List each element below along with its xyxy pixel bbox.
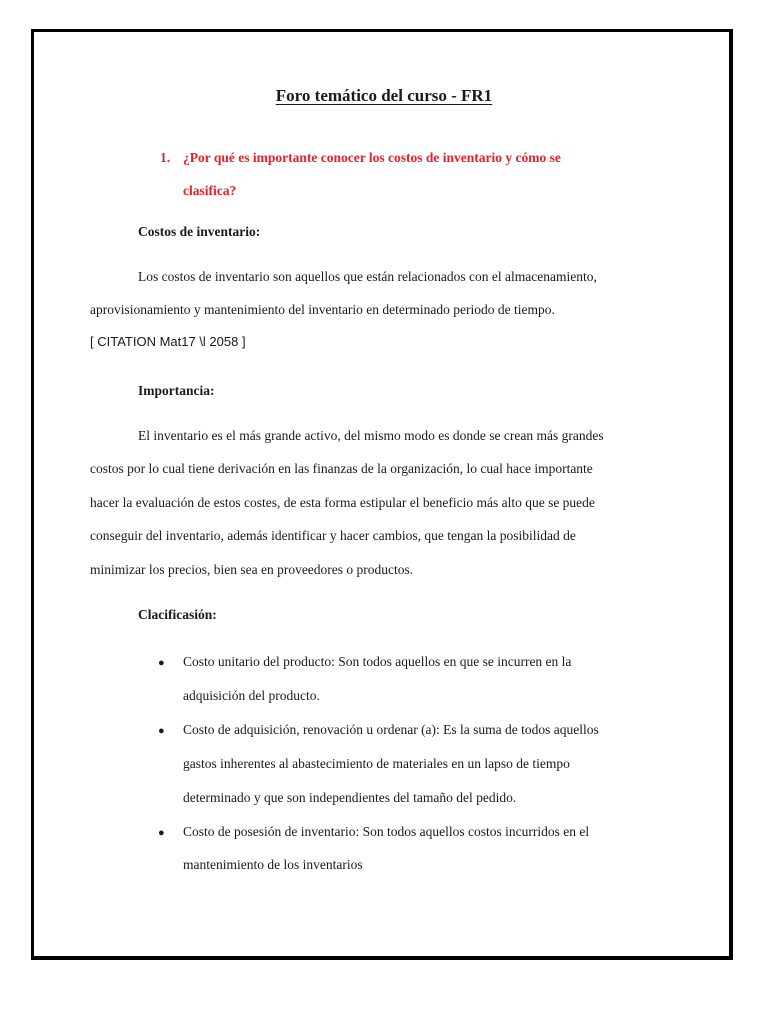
paragraph-line: costos por lo cual tiene derivación en las finanzas de la organización, lo cual hace importante xyxy=(90,461,593,476)
paragraph-line: minimizar los precios, bien sea en proveedores o productos. xyxy=(90,562,414,577)
heading-costos: Costos de inventario: xyxy=(138,224,261,239)
list-item-line: determinado y que son independientes del tamaño del pedido. xyxy=(183,790,517,805)
question-text-line: ¿Por qué es importante conocer los costos de inventario y cómo se xyxy=(183,150,561,165)
list-item-line: Costo de adquisición, renovación u ordenar (a): Es la suma de todos aquellos xyxy=(183,722,599,737)
list-item-line: mantenimiento de los inventarios xyxy=(183,857,363,872)
heading-clasificacion: Clacificasión: xyxy=(138,607,217,622)
paragraph-line: Los costos de inventario son aquellos que están relacionados con el almacenamiento, xyxy=(138,269,597,284)
document-title: Foro temático del curso - FR1 xyxy=(275,86,493,105)
paragraph-line: hacer la evaluación de estos costes, de esta forma estipular el beneficio más alto que se puede xyxy=(90,495,595,510)
bullet-icon: ● xyxy=(158,725,165,737)
question-text-line: clasifica? xyxy=(183,183,237,198)
list-item-line: gastos inherentes al abastecimiento de materiales en un lapso de tiempo xyxy=(183,756,570,771)
bullet-icon: ● xyxy=(158,827,165,839)
list-item-line: adquisición del producto. xyxy=(183,688,320,703)
heading-importancia: Importancia: xyxy=(138,383,215,398)
question-number: 1. xyxy=(160,150,171,165)
bullet-icon: ● xyxy=(158,657,165,669)
list-item-line: Costo unitario del producto: Son todos aquellos en que se incurren en la xyxy=(183,654,572,669)
citation-field: [ CITATION Mat17 \l 2058 ] xyxy=(90,334,246,349)
paragraph-line: aprovisionamiento y mantenimiento del inventario en determinado periodo de tiempo. xyxy=(90,302,555,317)
list-item-line: Costo de posesión de inventario: Son todos aquellos costos incurridos en el xyxy=(183,824,590,839)
paragraph-line: conseguir del inventario, además identificar y hacer cambios, que tengan la posibilidad de xyxy=(90,528,576,543)
paragraph-line: El inventario es el más grande activo, del mismo modo es donde se crean más grandes xyxy=(138,428,604,443)
